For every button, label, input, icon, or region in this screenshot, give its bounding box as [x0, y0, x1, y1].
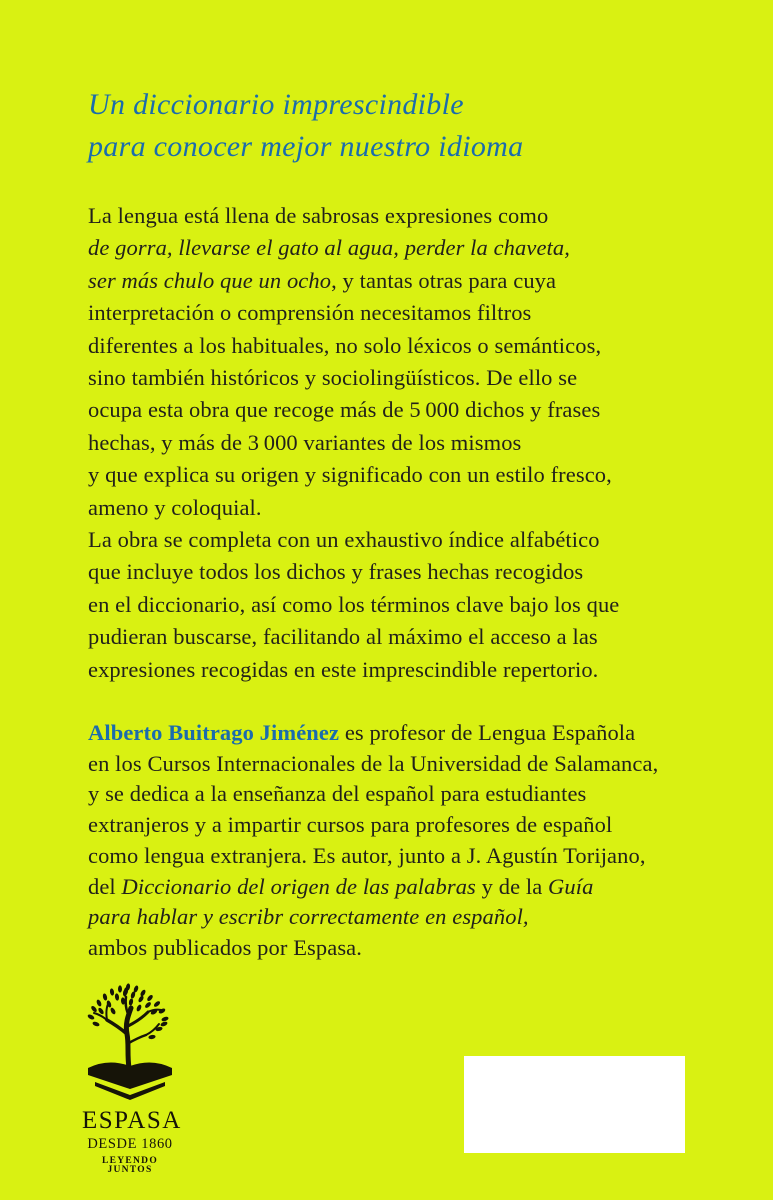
espasa-logo — [82, 982, 182, 1176]
text-line — [88, 718, 658, 749]
text-line — [88, 621, 619, 653]
text-line — [88, 779, 658, 810]
text-segment: como lengua extranjera. Es autor, junto a J. Agustín Torijano, — [88, 842, 646, 868]
text-segment: Un diccionario imprescindible — [88, 88, 464, 121]
barcode-placeholder — [464, 1056, 685, 1153]
text-segment: La lengua está llena de sabrosas expresiones como — [88, 203, 549, 228]
text-line — [88, 524, 619, 556]
text-segment: y que explica su origen y significado con un estilo fresco, — [88, 462, 612, 488]
text-line — [88, 872, 658, 903]
text-line — [88, 589, 619, 621]
text-segment: Diccionario del origen de las palabras — [121, 873, 476, 899]
text-segment: para hablar y escribr correctamente en español, — [88, 904, 529, 930]
text-line — [88, 902, 658, 933]
logo-tagline-text: LEYENDO JUNTOS — [101, 1155, 159, 1175]
text-segment: sino también históricos y sociolingüísticos. De ello se — [88, 365, 578, 391]
text-line — [88, 232, 612, 264]
text-segment: y se dedica a la enseñanza del español para estudiantes — [88, 781, 587, 807]
text-segment: y de la — [475, 873, 549, 899]
text-line — [88, 933, 658, 964]
text-segment: en los Cursos Internacionales de la Universidad de Salamanca, — [88, 750, 659, 776]
text-segment: ocupa esta obra que recoge más de 5 000 dichos y frases — [88, 397, 601, 423]
text-segment: es profesor de Lengua Española — [339, 720, 636, 745]
text-line — [88, 265, 612, 297]
text-line — [88, 556, 619, 588]
text-line — [88, 492, 612, 524]
text-line — [88, 84, 523, 126]
text-segment: hechas, y más de 3 000 variantes de los mismos — [88, 429, 522, 455]
description-paragraph-2 — [88, 524, 619, 686]
text-segment: interpretación o comprensión necesitamos filtros — [88, 300, 532, 326]
description-paragraph-1 — [88, 200, 612, 524]
text-line — [88, 394, 612, 426]
text-segment: ambos publicados por Espasa. — [88, 934, 362, 960]
text-segment: en el diccionario, así como los términos clave bajo los que — [88, 591, 620, 617]
text-line — [88, 459, 612, 491]
text-segment: diferentes a los habituales, no solo léxicos o semánticos, — [88, 332, 602, 358]
tagline-heading — [88, 84, 523, 168]
text-segment: ser más chulo que un ocho — [88, 267, 332, 293]
text-line — [88, 330, 612, 362]
text-segment: de gorra, llevarse el gato al agua, perder la chaveta, — [88, 235, 570, 261]
text-segment: Guía — [548, 873, 594, 899]
text-segment: ameno y coloquial. — [88, 494, 262, 520]
text-line — [88, 427, 612, 459]
tree-book-logo-icon — [82, 982, 178, 1106]
author-bio — [88, 718, 658, 964]
open-book-shape — [88, 1062, 172, 1100]
text-line — [88, 362, 612, 394]
text-segment: del — [88, 873, 122, 899]
text-segment: La obra se completa con un exhaustivo índice alfabético — [88, 527, 600, 552]
text-line — [88, 200, 612, 232]
text-line — [88, 841, 658, 872]
logo-publisher-name: ESPASA — [82, 1107, 182, 1134]
text-line — [88, 749, 658, 780]
text-segment: extranjeros y a impartir cursos para profesores de español — [88, 812, 613, 838]
text-segment: que incluye todos los dichos y frases hechas recogidos — [88, 559, 584, 585]
text-line — [88, 126, 523, 168]
text-segment: , y tantas otras para cuya — [331, 267, 557, 293]
text-segment: para conocer mejor nuestro idioma — [88, 130, 524, 163]
text-line — [88, 654, 619, 686]
text-segment: pudieran buscarse, facilitando al máximo el acceso a las — [88, 624, 598, 650]
text-segment: expresiones recogidas en este imprescindible repertorio. — [88, 656, 599, 682]
logo-since-text: DESDE 1860 — [87, 1136, 173, 1152]
author-name: Alberto Buitrago Jiménez — [88, 720, 340, 745]
text-line — [88, 297, 612, 329]
text-line — [88, 810, 658, 841]
